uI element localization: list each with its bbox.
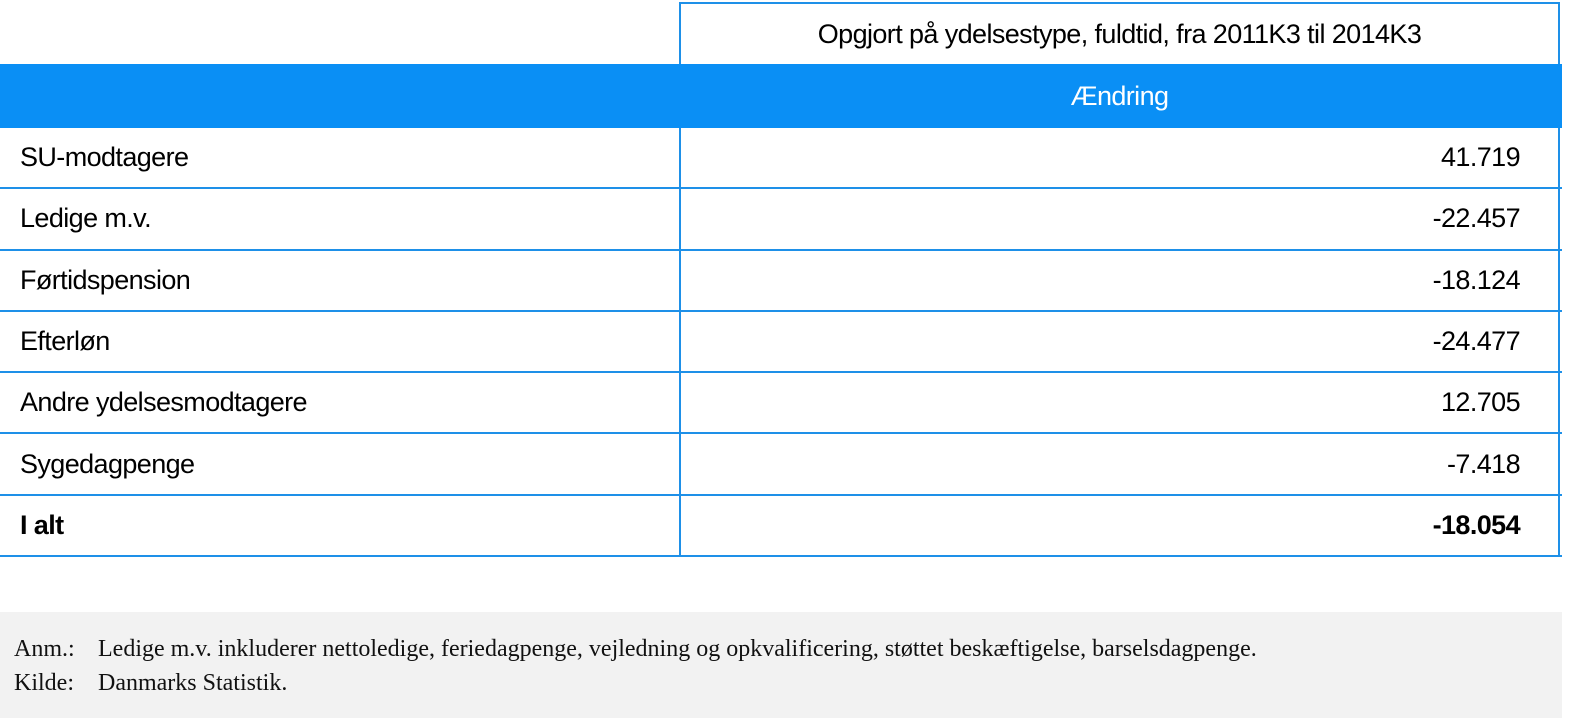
table-total-row bbox=[0, 496, 1562, 557]
row-value: -7.418 bbox=[679, 434, 1560, 493]
row-value: 12.705 bbox=[679, 373, 1560, 432]
table-row bbox=[0, 189, 1562, 250]
row-label: Efterløn bbox=[20, 326, 110, 357]
table-body bbox=[0, 128, 1562, 557]
note-remark bbox=[14, 636, 1257, 663]
table-row bbox=[0, 251, 1562, 312]
row-label: Andre ydelsesmodtagere bbox=[20, 387, 307, 418]
table-header-row bbox=[0, 2, 1562, 64]
table-row bbox=[0, 434, 1562, 495]
row-value: -18.124 bbox=[679, 251, 1560, 310]
table-row bbox=[0, 373, 1562, 434]
row-label: SU-modtagere bbox=[20, 142, 189, 173]
note-source-text: Danmarks Statistik. bbox=[98, 670, 288, 696]
note-remark-text: Ledige m.v. inkluderer nettoledige, feriedagpenge, vejledning og opkvalificering, støttet beskæftigelse, barselsdagpenge. bbox=[98, 636, 1257, 662]
total-value: -18.054 bbox=[679, 496, 1560, 555]
row-label: Sygedagpenge bbox=[20, 448, 195, 479]
row-value: -22.457 bbox=[679, 189, 1560, 248]
table-row bbox=[0, 312, 1562, 373]
subheader-label: Ændring bbox=[1070, 80, 1169, 111]
total-label: I alt bbox=[20, 509, 64, 540]
data-table bbox=[0, 2, 1562, 540]
row-value: -24.477 bbox=[679, 312, 1560, 371]
table-row bbox=[0, 128, 1562, 189]
note-remark-key: Anm.: bbox=[14, 636, 75, 662]
row-label: Ledige m.v. bbox=[20, 203, 151, 234]
note-source-key: Kilde: bbox=[14, 670, 74, 696]
row-label: Førtidspension bbox=[20, 264, 191, 295]
note-source bbox=[14, 670, 287, 697]
column-header: Opgjort på ydelsestype, fuldtid, fra 2011K3 til 2014K3 bbox=[679, 2, 1560, 64]
subheader-band bbox=[0, 64, 1562, 128]
footnotes bbox=[0, 612, 1562, 718]
row-value: 41.719 bbox=[679, 128, 1560, 187]
